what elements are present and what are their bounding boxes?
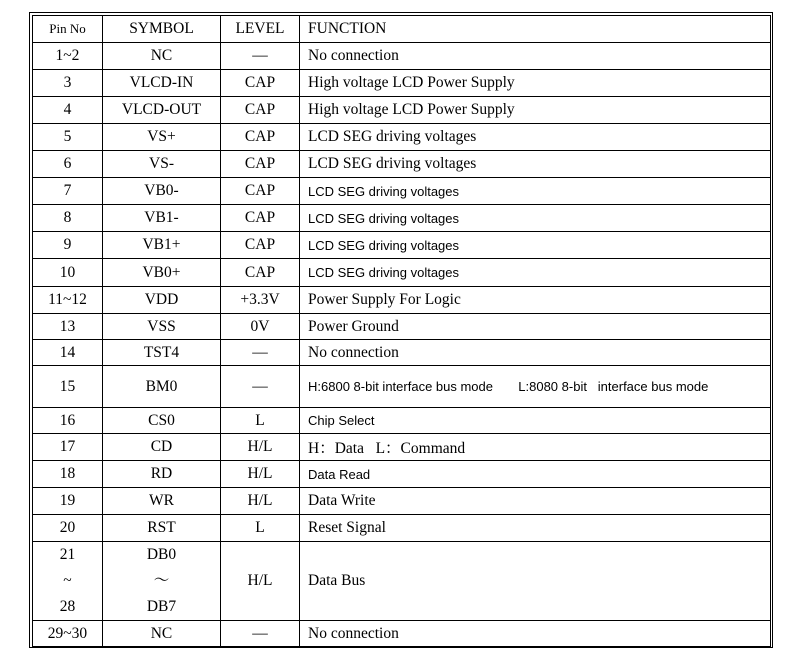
table-row bbox=[33, 178, 771, 205]
table-row bbox=[33, 205, 771, 232]
level-cell: CAP bbox=[221, 70, 300, 97]
table-row bbox=[33, 621, 771, 647]
symbol-cell: BM0 bbox=[103, 366, 221, 408]
pin-cell: 14 bbox=[33, 340, 103, 366]
pin-cell: 13 bbox=[33, 314, 103, 340]
pin-cell: 17 bbox=[33, 434, 103, 461]
table-row bbox=[33, 43, 771, 70]
function-cell: High voltage LCD Power Supply bbox=[300, 70, 771, 97]
symbol-cell: WR bbox=[103, 488, 221, 515]
header-row bbox=[33, 16, 771, 43]
symbol-cell: VLCD-OUT bbox=[103, 97, 221, 124]
function-cell: LCD SEG driving voltages bbox=[300, 232, 771, 259]
pin-line: ~ bbox=[63, 572, 72, 589]
table-row bbox=[33, 124, 771, 151]
symbol-cell: VSS bbox=[103, 314, 221, 340]
function-cell: No connection bbox=[300, 621, 771, 647]
level-cell: — bbox=[221, 43, 300, 70]
level-cell: H/L bbox=[221, 434, 300, 461]
symbol-line: ～ bbox=[153, 572, 170, 589]
function-cell: No connection bbox=[300, 43, 771, 70]
table-row bbox=[33, 461, 771, 488]
level-cell: CAP bbox=[221, 124, 300, 151]
function-cell: Data Write bbox=[300, 488, 771, 515]
level-cell: CAP bbox=[221, 232, 300, 259]
level-cell: — bbox=[221, 340, 300, 366]
level-cell: CAP bbox=[221, 178, 300, 205]
symbol-cell: VB1- bbox=[103, 205, 221, 232]
pin-cell: 11~12 bbox=[33, 287, 103, 314]
symbol-cell: TST4 bbox=[103, 340, 221, 366]
level-cell: H/L bbox=[221, 461, 300, 488]
pin-cell: 4 bbox=[33, 97, 103, 124]
level-cell: H/L bbox=[221, 542, 300, 621]
symbol-cell: RST bbox=[103, 515, 221, 542]
table-row bbox=[33, 97, 771, 124]
table-row bbox=[33, 232, 771, 259]
pin-cell: 10 bbox=[33, 259, 103, 287]
pin-cell bbox=[33, 542, 103, 621]
symbol-line: DB7 bbox=[146, 598, 177, 615]
function-cell: Power Ground bbox=[300, 314, 771, 340]
function-cell: High voltage LCD Power Supply bbox=[300, 97, 771, 124]
pin-line: 21 bbox=[59, 546, 76, 563]
level-cell: — bbox=[221, 366, 300, 408]
function-cell: H:6800 8-bit interface bus mode L:8080 8-bit interface bus mode bbox=[300, 366, 771, 408]
function-cell: Chip Select bbox=[300, 408, 771, 434]
header-level: LEVEL bbox=[221, 16, 300, 43]
pin-cell: 15 bbox=[33, 366, 103, 408]
symbol-line: DB0 bbox=[146, 546, 177, 563]
function-cell: H：Data L：Command bbox=[300, 434, 771, 461]
table-row bbox=[33, 151, 771, 178]
symbol-cell bbox=[103, 542, 221, 621]
table-row bbox=[33, 366, 771, 408]
function-cell: Data Read bbox=[300, 461, 771, 488]
symbol-cell: RD bbox=[103, 461, 221, 488]
pin-table bbox=[32, 15, 771, 647]
pin-cell: 29~30 bbox=[33, 621, 103, 647]
pin-cell: 19 bbox=[33, 488, 103, 515]
header-function: FUNCTION bbox=[300, 16, 771, 43]
function-cell: LCD SEG driving voltages bbox=[300, 178, 771, 205]
function-cell: LCD SEG driving voltages bbox=[300, 124, 771, 151]
level-cell: CAP bbox=[221, 259, 300, 287]
pin-cell: 20 bbox=[33, 515, 103, 542]
level-cell: H/L bbox=[221, 488, 300, 515]
pin-cell: 1~2 bbox=[33, 43, 103, 70]
pin-cell: 3 bbox=[33, 70, 103, 97]
level-cell: CAP bbox=[221, 205, 300, 232]
symbol-cell: NC bbox=[103, 43, 221, 70]
symbol-cell: CD bbox=[103, 434, 221, 461]
symbol-cell: VB1+ bbox=[103, 232, 221, 259]
level-cell: CAP bbox=[221, 151, 300, 178]
function-cell: No connection bbox=[300, 340, 771, 366]
symbol-cell: VS- bbox=[103, 151, 221, 178]
table-row bbox=[33, 314, 771, 340]
pin-line: 28 bbox=[59, 598, 76, 615]
symbol-cell: VB0+ bbox=[103, 259, 221, 287]
function-cell: Power Supply For Logic bbox=[300, 287, 771, 314]
symbol-cell: NC bbox=[103, 621, 221, 647]
pin-cell: 16 bbox=[33, 408, 103, 434]
table-row bbox=[33, 259, 771, 287]
pin-cell: 6 bbox=[33, 151, 103, 178]
symbol-cell: CS0 bbox=[103, 408, 221, 434]
pin-cell: 18 bbox=[33, 461, 103, 488]
table-row bbox=[33, 340, 771, 366]
level-cell: L bbox=[221, 408, 300, 434]
table-row bbox=[33, 434, 771, 461]
function-cell: LCD SEG driving voltages bbox=[300, 151, 771, 178]
table-row bbox=[33, 408, 771, 434]
level-cell: +3.3V bbox=[221, 287, 300, 314]
header-symbol: SYMBOL bbox=[103, 16, 221, 43]
table-row bbox=[33, 488, 771, 515]
level-cell: — bbox=[221, 621, 300, 647]
level-cell: 0V bbox=[221, 314, 300, 340]
function-cell: Reset Signal bbox=[300, 515, 771, 542]
symbol-cell: VDD bbox=[103, 287, 221, 314]
symbol-cell: VLCD-IN bbox=[103, 70, 221, 97]
table-row bbox=[33, 515, 771, 542]
function-cell: Data Bus bbox=[300, 542, 771, 621]
symbol-cell: VS+ bbox=[103, 124, 221, 151]
pin-cell: 8 bbox=[33, 205, 103, 232]
table-row bbox=[33, 542, 771, 621]
table-row bbox=[33, 287, 771, 314]
symbol-cell: VB0- bbox=[103, 178, 221, 205]
pin-cell: 9 bbox=[33, 232, 103, 259]
function-cell: LCD SEG driving voltages bbox=[300, 259, 771, 287]
level-cell: L bbox=[221, 515, 300, 542]
header-pin-no: Pin No bbox=[33, 16, 103, 43]
table-row bbox=[33, 70, 771, 97]
level-cell: CAP bbox=[221, 97, 300, 124]
function-cell: LCD SEG driving voltages bbox=[300, 205, 771, 232]
pin-cell: 7 bbox=[33, 178, 103, 205]
pin-cell: 5 bbox=[33, 124, 103, 151]
